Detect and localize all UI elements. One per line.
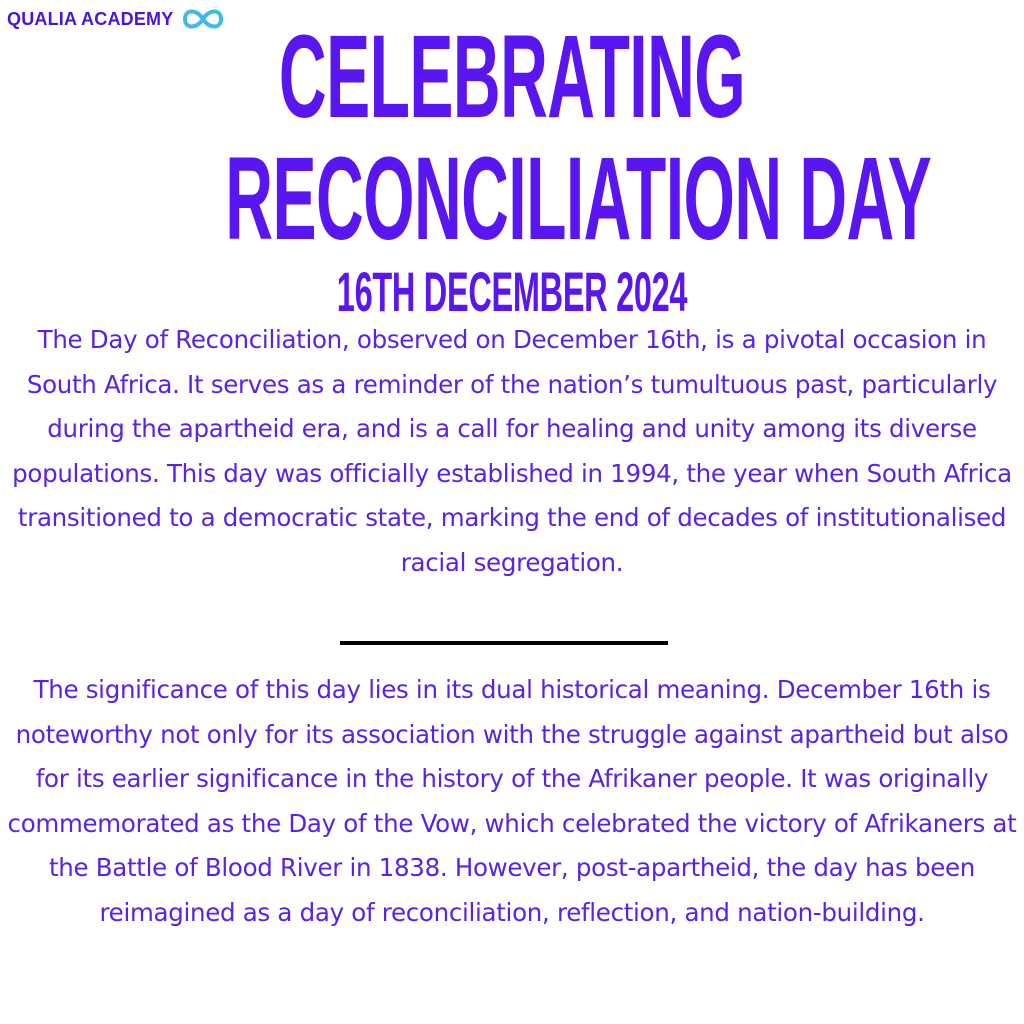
title-line-1: CELEBRATING: [278, 11, 746, 143]
paragraph-significance: The significance of this day lies in its dual historical meaning. December 16th is noteworthy not only for its association with the struggle against apartheid but also for its earlier significance in the history of the Afrikaner people. It was originally commemorated as the Day of the Vow, which celebrated the victory of Afrikaners at the Battle of Blood River in 1838. However, post-apartheid, the day has been reimagined as a day of reconciliation, reflection, and nation-building.: [7, 675, 1017, 927]
infinity-icon: [179, 4, 227, 34]
divider-line: [340, 641, 668, 645]
brand-name: QUALIA ACADEMY: [7, 8, 174, 29]
event-date: 16TH DECEMBER 2024: [336, 260, 688, 323]
title-line-2: RECONCILIATION DAY: [225, 133, 932, 265]
paragraph-intro: The Day of Reconciliation, observed on December 16th, is a pivotal occasion in South Africa. It serves as a reminder of the nation’s tumultuous past, particularly during the apartheid era, and is a call for healing and unity among its diverse populations. This day was officially established in 1994, the year when South Africa transitioned to a democratic state, marking the end of decades of institutionalised racial segregation.: [12, 325, 1012, 577]
brand-header: [7, 4, 227, 34]
